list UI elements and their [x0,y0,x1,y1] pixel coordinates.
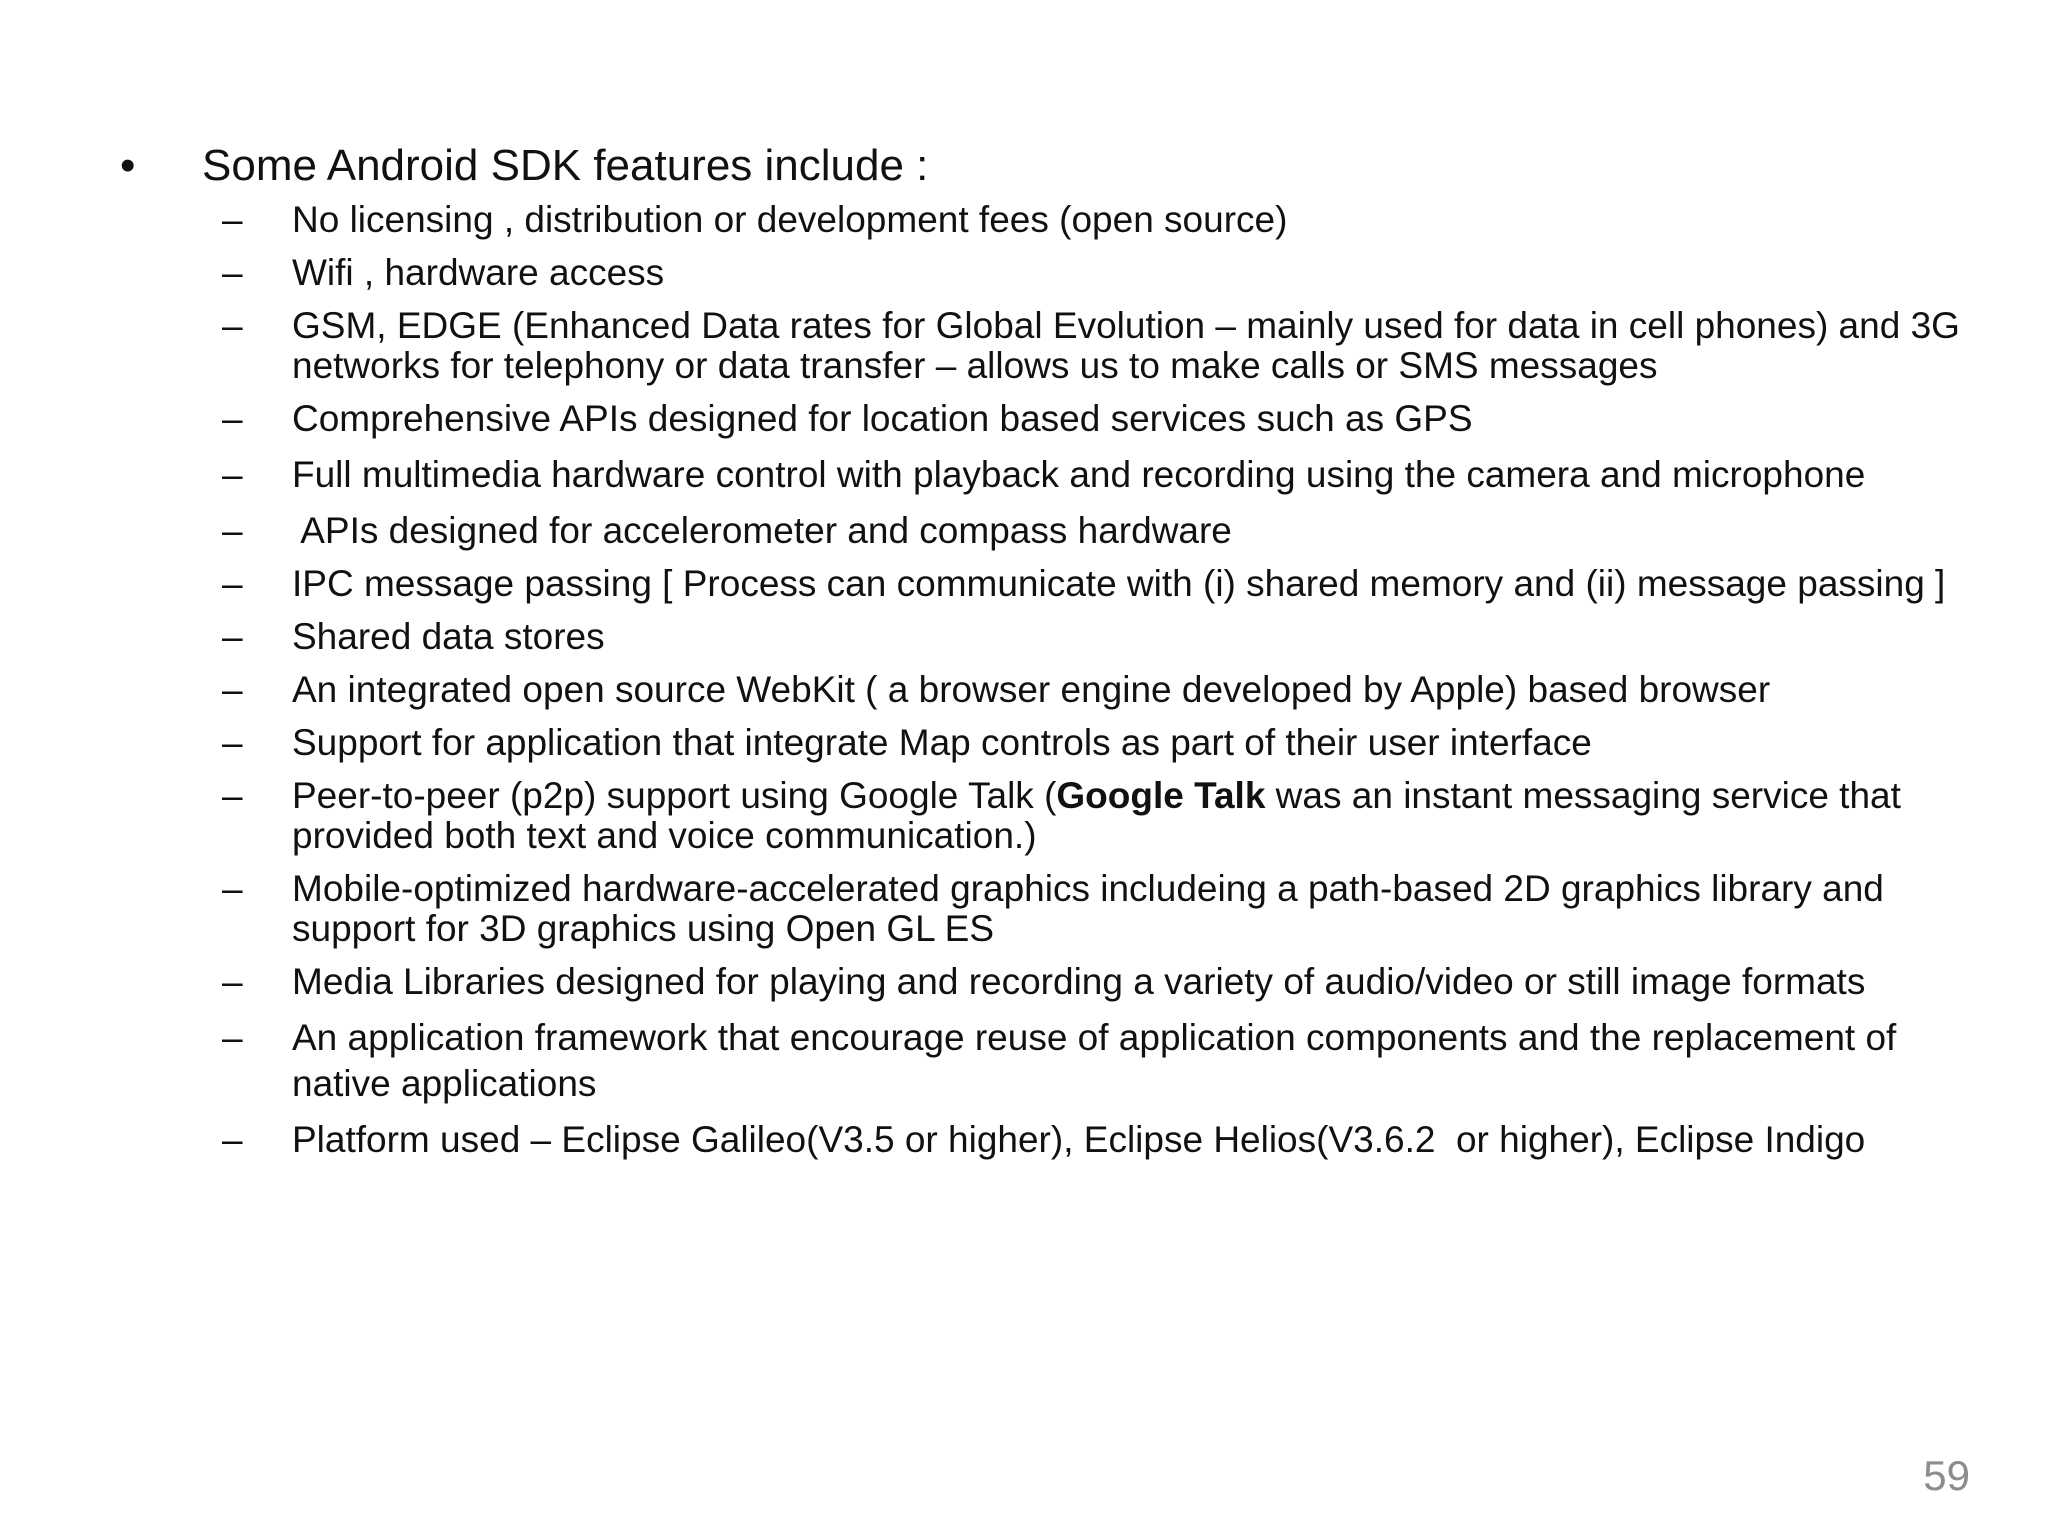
list-item-text-before: Peer-to-peer (p2p) support using Google Talk ( [292,775,1057,816]
dash-marker: – [222,669,243,710]
list-item-text: No licensing , distribution or development fees (open source) [292,199,1288,240]
list-item-text: Support for application that integrate Map controls as part of their user interface [292,722,1592,763]
list-item-text: An integrated open source WebKit ( a browser engine developed by Apple) based browser [292,669,1771,710]
list-item [222,1120,1982,1160]
list-item-text: Full multimedia hardware control with playback and recording using the camera and microphone [292,454,1866,495]
list-item [222,511,1982,551]
dash-marker: – [222,616,243,657]
list-item [222,1015,1982,1107]
google-talk-bold: Google Talk [1056,775,1266,816]
dash-marker: – [222,961,243,1002]
list-item-text: An application framework that encourage reuse of application components and the replacement of native applications [292,1017,1897,1104]
dash-marker: – [222,722,243,763]
list-item-text: Media Libraries designed for playing and recording a variety of audio/video or still image formats [292,961,1866,1002]
list-item [222,200,1982,240]
list-item-text: IPC message passing [ Process can communicate with (i) shared memory and (ii) message passing ] [292,563,1946,604]
list-item-text: Shared data stores [292,616,605,657]
dash-marker: – [222,775,243,816]
dash-marker: – [222,305,243,346]
list-item-text: Platform used – Eclipse Galileo(V3.5 or higher), Eclipse Helios(V3.6.2 or higher), Eclipse Indigo [292,1119,1866,1160]
list-item [222,723,1982,763]
dash-marker: – [222,252,243,293]
list-item-text-after: was an instant messaging service that provided both text and voice communication.) [292,775,1901,856]
feature-list [222,200,1982,1173]
dash-marker: – [222,1017,243,1058]
list-item-text: APIs designed for accelerometer and compass hardware [292,510,1232,551]
dash-marker: – [222,454,243,495]
dash-marker: – [222,398,243,439]
list-item [222,306,1982,386]
list-item [222,670,1982,710]
list-item-text [292,775,1901,856]
list-item [222,617,1982,657]
main-bullet-text: Some Android SDK features include : [202,141,929,190]
page-number: 59 [1923,1452,1970,1499]
dash-marker: – [222,199,243,240]
list-item-text: Comprehensive APIs designed for location based services such as GPS [292,398,1473,439]
dash-marker: – [222,1119,243,1160]
list-item-text: GSM, EDGE (Enhanced Data rates for Global Evolution – mainly used for data in cell phones) and 3G networks for telephony or data transfer – allows us to make calls or SMS messages [292,305,1960,386]
list-item [222,399,1982,439]
list-item [222,962,1982,1002]
dash-marker: – [222,868,243,909]
list-item-text: Mobile-optimized hardware-accelerated graphics includeing a path-based 2D graphics library and support for 3D graphics using Open GL ES [292,868,1884,949]
list-item [222,452,1982,498]
dash-marker: – [222,510,243,551]
list-item [222,869,1982,949]
list-item-text: Wifi , hardware access [292,252,665,293]
list-item [222,253,1982,293]
bullet-dot: • [120,141,136,190]
list-item [222,776,1982,856]
dash-marker: – [222,563,243,604]
list-item [222,564,1982,604]
